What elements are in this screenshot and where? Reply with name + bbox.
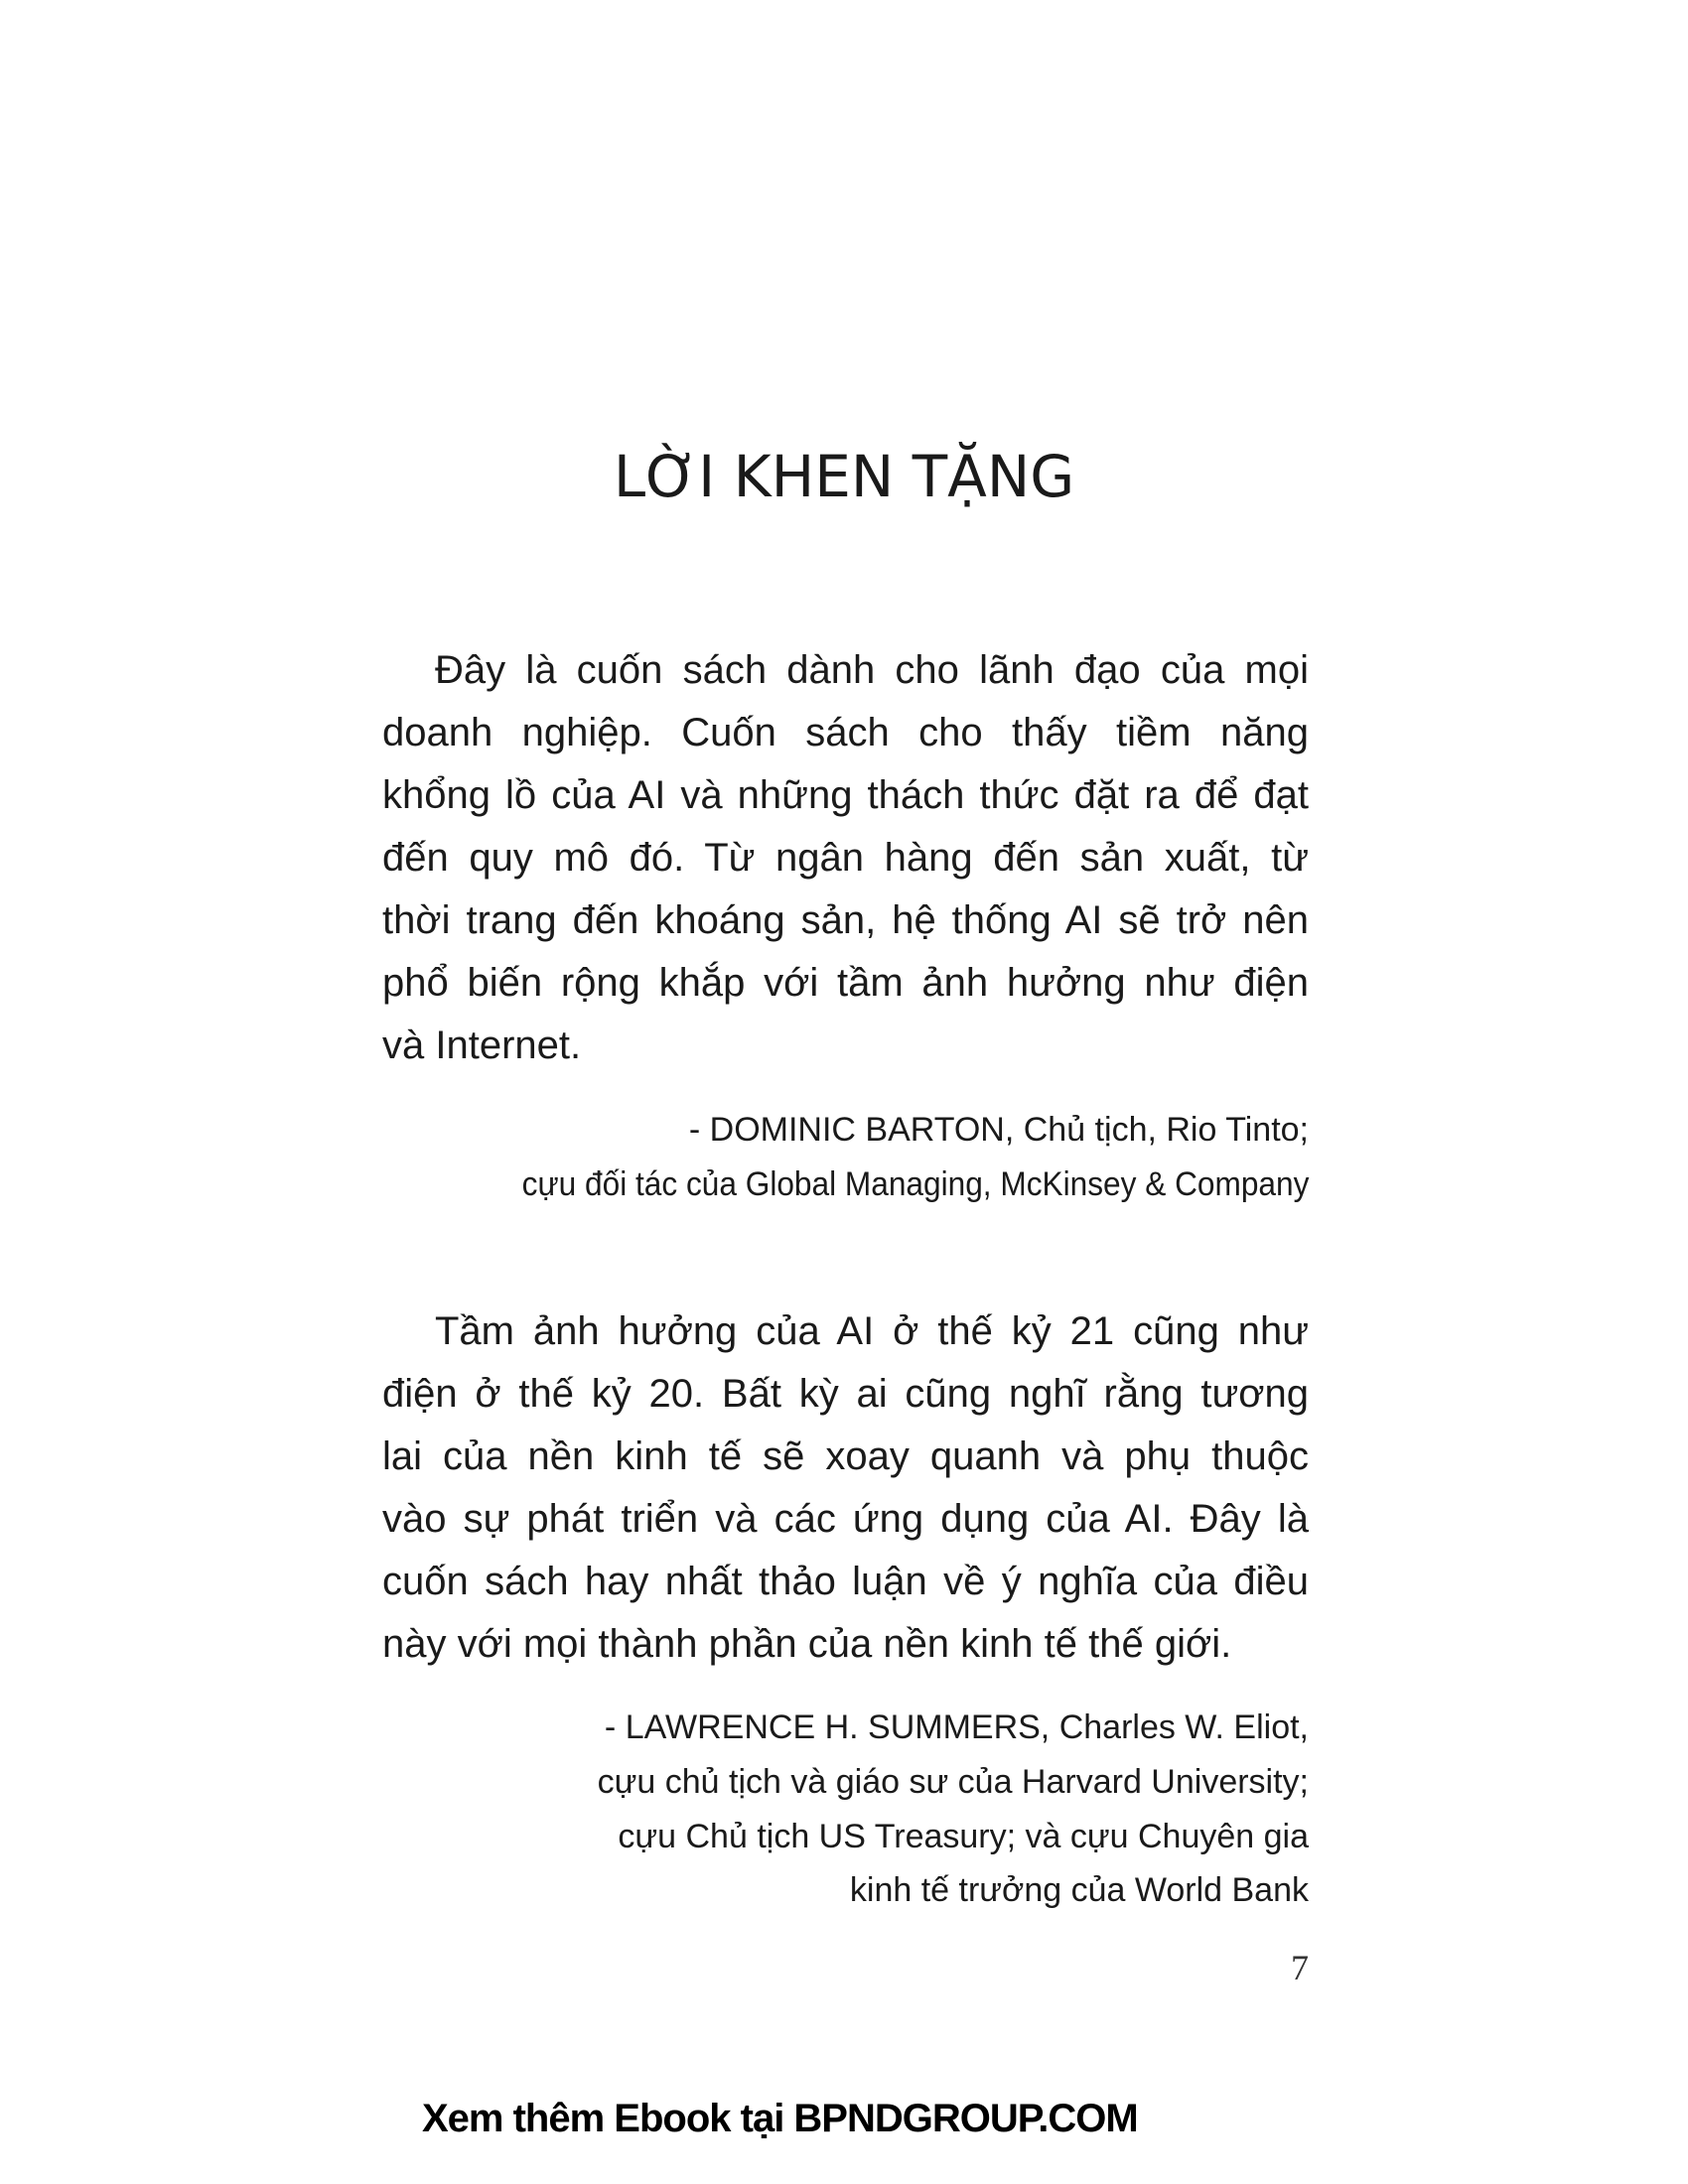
quote-1-line-6: phổ biến rộng khắp với tầm ảnh hưởng như điện bbox=[382, 961, 1309, 1005]
quote-1-line-3: khổng lồ của AI và những thách thức đặt ra để đạt bbox=[382, 773, 1309, 817]
page-number: 7 bbox=[1291, 1948, 1309, 1987]
quote-1-line-7: và Internet. bbox=[382, 1024, 582, 1067]
quote-1-line-5: thời trang đến khoáng sản, hệ thống AI sẽ trở nên bbox=[382, 898, 1309, 942]
quote-2-line-1: Tầm ảnh hưởng của AI ở thế kỷ 21 cũng như bbox=[435, 1309, 1309, 1353]
page-title: LỜI KHEN TẶNG bbox=[613, 443, 1075, 510]
quote-2-line-2: điện ở thế kỷ 20. Bất kỳ ai cũng nghĩ rằng tương bbox=[382, 1372, 1309, 1416]
quote-1-line-1: Đây là cuốn sách dành cho lãnh đạo của mọi bbox=[435, 648, 1309, 692]
quote-2-attribution-line-4: kinh tế trưởng của World Bank bbox=[849, 1871, 1309, 1909]
quote-1-attribution-line-2-text: cựu đối tác của Global Managing, McKinsey & Company bbox=[521, 1165, 1309, 1203]
quote-2-attribution-line-3: cựu Chủ tịch US Treasury; và cựu Chuyên gia bbox=[618, 1818, 1309, 1855]
quote-1-line-2: doanh nghiệp. Cuốn sách cho thấy tiềm năng bbox=[382, 711, 1309, 754]
quote-1-line-4: đến quy mô đó. Từ ngân hàng đến sản xuất, từ bbox=[382, 836, 1309, 880]
quote-2-attribution-line-2: cựu chủ tịch và giáo sư của Harvard University; bbox=[597, 1763, 1309, 1801]
footer-watermark-link[interactable]: Xem thêm Ebook tại BPNDGROUP.COM bbox=[422, 2097, 1138, 2140]
quote-2-line-3: lai của nền kinh tế sẽ xoay quanh và phụ thuộc bbox=[382, 1434, 1309, 1478]
quote-1-attribution-line-1: - DOMINIC BARTON, Chủ tịch, Rio Tinto; bbox=[688, 1111, 1309, 1149]
quote-2-line-4: vào sự phát triển và các ứng dụng của AI. Đây là bbox=[382, 1497, 1309, 1541]
quote-2-attribution-line-1: - LAWRENCE H. SUMMERS, Charles W. Eliot, bbox=[604, 1708, 1309, 1746]
quote-2-line-6: này với mọi thành phần của nền kinh tế thế giới. bbox=[382, 1622, 1232, 1666]
quote-2-line-5: cuốn sách hay nhất thảo luận về ý nghĩa của điều bbox=[382, 1560, 1309, 1603]
quote-1-attribution-line-2 bbox=[362, 1162, 1309, 1206]
